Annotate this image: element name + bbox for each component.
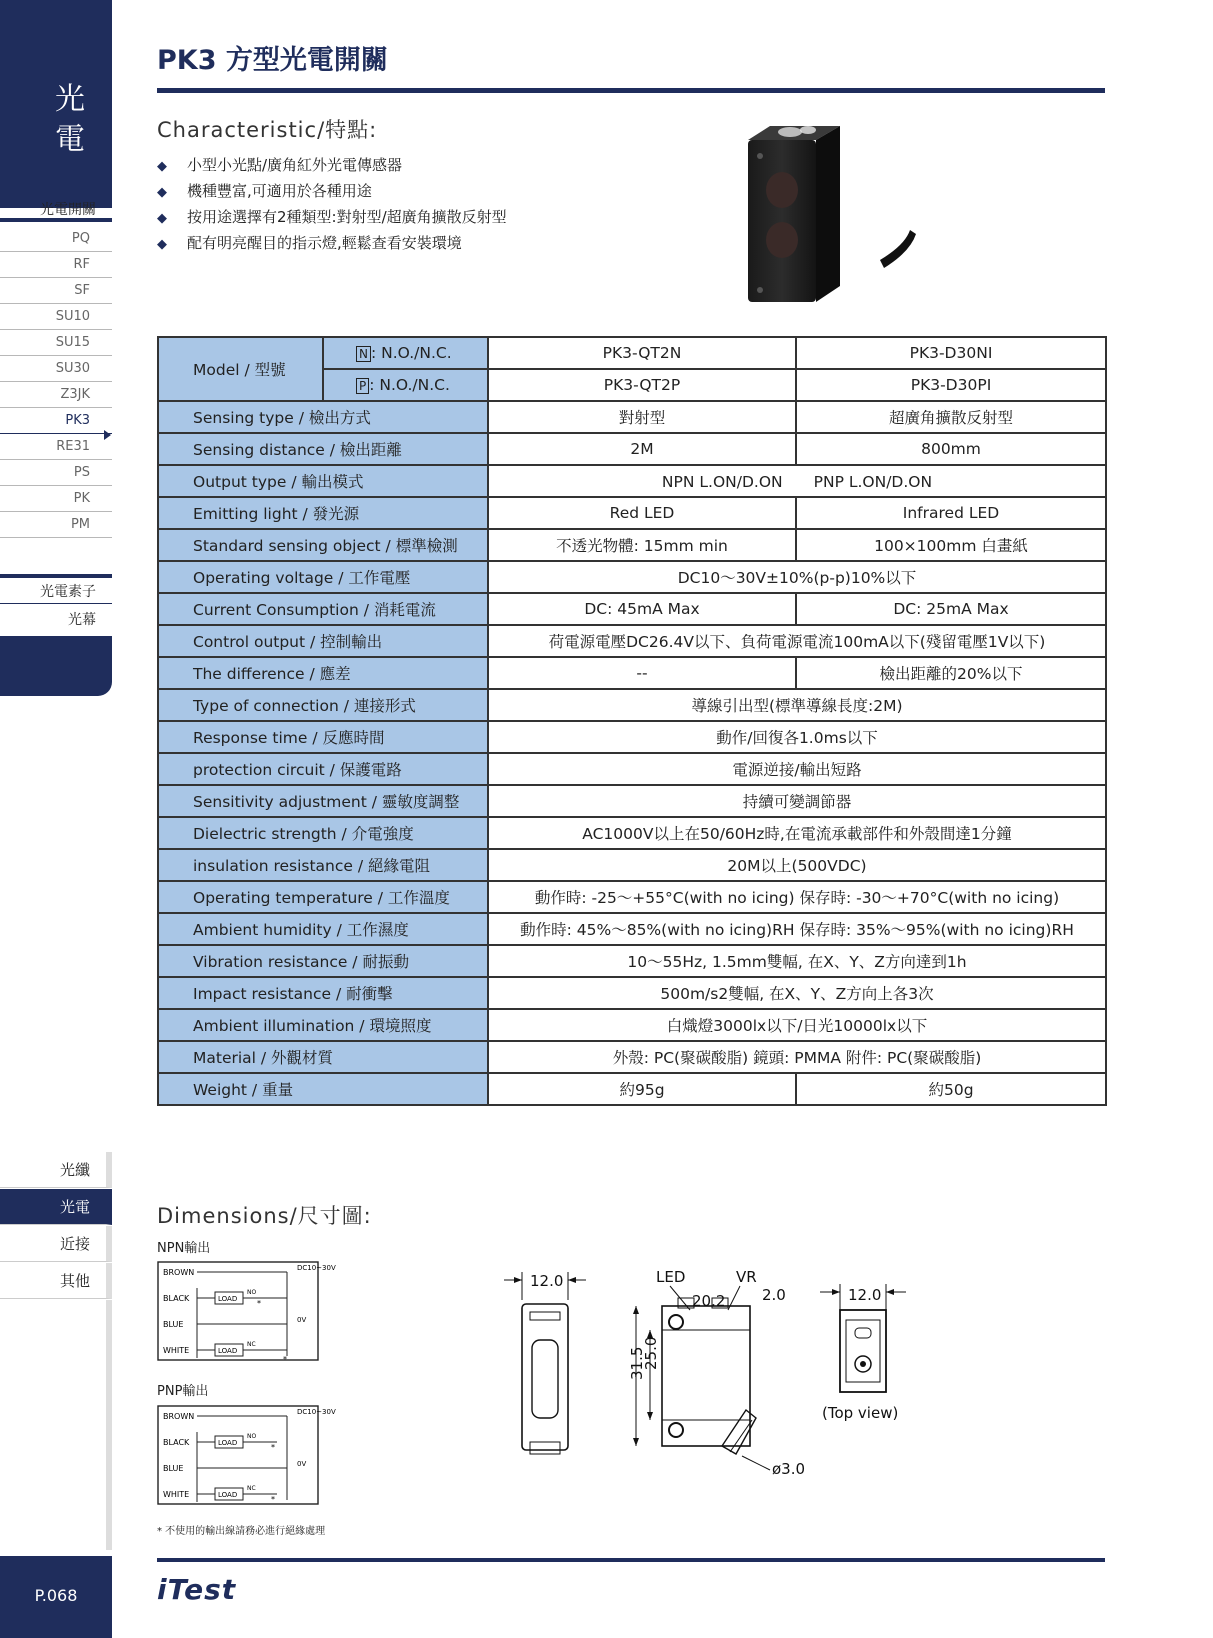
feature-item [157, 178, 507, 204]
table-row [158, 977, 1106, 1009]
feature-item [157, 152, 507, 178]
spec-value: 500m/s2雙幅, 在X、Y、Z方向上各3次 [488, 977, 1106, 1009]
table-row [158, 785, 1106, 817]
spec-label: Emitting light / 發光源 [158, 497, 488, 529]
table-row [158, 913, 1106, 945]
diamond-bullet-icon: ◆ [157, 237, 167, 252]
sidebar-section-light-curtain[interactable]: 光幕 [68, 612, 96, 628]
wire-white-label: WHITE [163, 1490, 190, 1499]
category-char-1: 光 [55, 82, 85, 117]
feature-text: 按用途選擇有2種類型:對射型/超廣角擴散反射型 [187, 208, 507, 226]
spec-label: Vibration resistance / 耐振動 [158, 945, 488, 977]
top-view-label: (Top view) [822, 1404, 899, 1422]
dim-cable-label: ø3.0 [772, 1460, 806, 1478]
dim-led-label: LED [656, 1270, 686, 1286]
table-cell: PK3-D30NI [796, 337, 1106, 369]
model-pnp-label: : N.O./N.C. [369, 376, 450, 394]
sidebar-item-sf[interactable]: SF [0, 278, 112, 304]
wire-white-label: WHITE [163, 1346, 190, 1355]
wire-black-label: BLACK [163, 1438, 190, 1447]
dim-25-0-label: 25.0 [642, 1336, 660, 1370]
table-row [158, 689, 1106, 721]
table-row [158, 849, 1106, 881]
spec-value: 荷電源電壓DC26.4V以下、負荷電源電流100mA以下(殘留電壓1V以下) [488, 625, 1106, 657]
sidebar-item-pq[interactable]: PQ [0, 226, 112, 252]
dimensions-heading: Dimensions/尺寸圖: [157, 1204, 372, 1228]
spec-value: 不透光物體: 15mm min [488, 529, 796, 561]
zero-volt-label: 0V [297, 1460, 307, 1468]
wiring-footnote: * 不使用的輸出線請務必進行絕緣處理 [157, 1526, 326, 1537]
spec-label: Ambient humidity / 工作濕度 [158, 913, 488, 945]
bottom-nav-other[interactable]: 其他 [0, 1263, 112, 1299]
sidebar-item-pk3[interactable]: PK3 [0, 408, 112, 434]
feature-text: 小型小光點/廣角紅外光電傳感器 [187, 156, 403, 174]
spec-label: The difference / 應差 [158, 657, 488, 689]
sidebar-item-pm[interactable]: PM [0, 512, 112, 538]
top-view [820, 1284, 906, 1422]
dim-vr-label: VR [736, 1270, 757, 1286]
spec-label: Dielectric strength / 介電強度 [158, 817, 488, 849]
model-npn-label: : N.O./N.C. [370, 344, 452, 362]
feature-text: 配有明亮醒目的指示燈,輕鬆查看安裝環境 [187, 234, 462, 252]
spec-label: Sensitivity adjustment / 靈敏度調整 [158, 785, 488, 817]
spec-value: 約95g [488, 1073, 796, 1105]
wire-brown-label: BROWN [163, 1268, 195, 1277]
spec-label: Ambient illumination / 環境照度 [158, 1009, 488, 1041]
spec-value: 動作時: 45%～85%(with no icing)RH 保存時: 35%～95%(with no icing)RH [488, 913, 1106, 945]
dim-width-label: 12.0 [530, 1272, 564, 1290]
spec-value: 導線引出型(標準導線長度:2M) [488, 689, 1106, 721]
spec-label: Control output / 控制輸出 [158, 625, 488, 657]
sidebar-item-z3jk[interactable]: Z3JK [0, 382, 112, 408]
bottom-nav-proximity[interactable]: 近接 [0, 1226, 112, 1262]
spec-value: 約50g [796, 1073, 1106, 1105]
diamond-bullet-icon: ◆ [157, 159, 167, 174]
title-rule [157, 88, 1105, 93]
table-row [158, 1073, 1106, 1105]
wire-blue-label: BLUE [163, 1320, 184, 1329]
spec-value: DC: 25mA Max [796, 593, 1106, 625]
wire-black-label: BLACK [163, 1294, 190, 1303]
characteristics-heading: Characteristic/特點: [157, 118, 378, 142]
sidebar-item-ps[interactable]: PS [0, 460, 112, 486]
table-row [158, 817, 1106, 849]
sidebar-item-re31[interactable]: RE31 [0, 434, 112, 460]
dim-top-width-label: 12.0 [848, 1286, 882, 1304]
load-label: LOAD [218, 1491, 238, 1499]
dim-31-5-label: 31.5 [628, 1346, 646, 1380]
nc-label: NC [247, 1485, 256, 1492]
table-row [158, 625, 1106, 657]
star-mark: * [271, 1443, 275, 1452]
spec-value: Red LED [488, 497, 796, 529]
spec-label: Operating voltage / 工作電壓 [158, 561, 488, 593]
footer-rule [157, 1558, 1105, 1562]
sidebar-decor-block [0, 636, 112, 696]
table-row [158, 593, 1106, 625]
spec-value: -- [488, 657, 796, 689]
spec-label: insulation resistance / 絕緣電阻 [158, 849, 488, 881]
sidebar-category-label [50, 80, 90, 160]
product-photo [730, 110, 930, 310]
page-number: P.068 [0, 1556, 112, 1638]
spec-value: 檢出距離的20%以下 [796, 657, 1106, 689]
sidebar-item-su15[interactable]: SU15 [0, 330, 112, 356]
spec-value: 100×100mm 白畫紙 [796, 529, 1106, 561]
front-view [504, 1272, 586, 1454]
model-pnp-label-cell [323, 369, 488, 401]
spec-value: 動作/回復各1.0ms以下 [488, 721, 1106, 753]
no-label: NO [247, 1433, 257, 1440]
star-mark: * [283, 1355, 287, 1362]
spec-label: Response time / 反應時間 [158, 721, 488, 753]
npn-output-label: NPN輸出 [157, 1241, 211, 1256]
spec-value: 外殼: PC(聚碳酸脂) 鏡頭: PMMA 附件: PC(聚碳酸脂) [488, 1041, 1106, 1073]
diamond-bullet-icon: ◆ [157, 211, 167, 226]
feature-list [157, 152, 507, 256]
dim-2-0-label: 2.0 [762, 1286, 786, 1304]
dimension-drawing [500, 1270, 960, 1490]
page-title: PK3 方型光電開關 [157, 45, 388, 76]
model-label: Model / 型號 [158, 337, 323, 401]
table-row [158, 881, 1106, 913]
spec-value: 動作時: -25～+55°C(with no icing) 保存時: -30～+70°C(with no icing) [488, 881, 1106, 913]
no-label: NO [247, 1289, 257, 1296]
spec-value: 白熾燈3000lx以下/日光10000lx以下 [488, 1009, 1106, 1041]
spec-label: protection circuit / 保護電路 [158, 753, 488, 785]
table-row [158, 529, 1106, 561]
table-row [158, 1041, 1106, 1073]
spec-label: Sensing distance / 檢出距離 [158, 433, 488, 465]
sidebar-item-su30[interactable]: SU30 [0, 356, 112, 382]
spec-label: Impact resistance / 耐衝擊 [158, 977, 488, 1009]
table-row [158, 561, 1106, 593]
spec-table [157, 336, 1107, 1106]
sidebar-item-su10[interactable]: SU10 [0, 304, 112, 330]
spec-value: 超廣角擴散反射型 [796, 401, 1106, 433]
table-row [158, 657, 1106, 689]
feature-item [157, 230, 507, 256]
table-row [158, 465, 1106, 497]
table-cell: PK3-D30PI [796, 369, 1106, 401]
table-row [158, 945, 1106, 977]
spec-value: AC1000V以上在50/60Hz時,在電流承載部件和外殼間達1分鐘 [488, 817, 1106, 849]
side-view [628, 1270, 805, 1478]
diamond-bullet-icon: ◆ [157, 185, 167, 200]
dim-20-2-label: 20.2 [692, 1292, 726, 1310]
sidebar-section-photoelectric-switch[interactable]: 光電開關 [0, 198, 112, 222]
sidebar-item-pk[interactable]: PK [0, 486, 112, 512]
load-label: LOAD [218, 1439, 238, 1447]
star-mark: * [257, 1299, 261, 1308]
spec-label: Output type / 輸出模式 [158, 465, 488, 497]
sidebar-category-block [0, 0, 112, 208]
table-row [158, 433, 1106, 465]
table-cell: PK3-QT2N [488, 337, 796, 369]
wire-brown-label: BROWN [163, 1412, 195, 1421]
sidebar-section-photo-element[interactable]: 光電素子 [0, 580, 112, 604]
spec-value: DC: 45mA Max [488, 593, 796, 625]
load-label: LOAD [218, 1295, 238, 1303]
brand-logo: iTest [157, 1573, 237, 1606]
npn-wiring-diagram [157, 1258, 357, 1362]
bottom-nav-photoelectric[interactable]: 光電 [0, 1189, 112, 1225]
spec-value: NPN L.ON/D.ON PNP L.ON/D.ON [488, 465, 1106, 497]
category-char-2: 電 [55, 122, 85, 157]
load-label: LOAD [218, 1347, 238, 1355]
sidebar-divider [0, 574, 112, 578]
spec-label: Operating temperature / 工作溫度 [158, 881, 488, 913]
bottom-nav-fiber[interactable]: 光纖 [0, 1152, 112, 1188]
bottom-nav-rail [106, 1300, 112, 1550]
supply-label: DC10~30V [297, 1408, 336, 1416]
pnp-wiring-diagram [157, 1402, 357, 1506]
spec-value: Infrared LED [796, 497, 1106, 529]
nc-label: NC [247, 1341, 256, 1348]
zero-volt-label: 0V [297, 1316, 307, 1324]
sidebar-item-rf[interactable]: RF [0, 252, 112, 278]
feature-text: 機種豐富,可適用於各種用途 [187, 182, 372, 200]
star-mark: * [271, 1495, 275, 1504]
feature-item [157, 204, 507, 230]
spec-label: Current Consumption / 消耗電流 [158, 593, 488, 625]
spec-value: 對射型 [488, 401, 796, 433]
spec-value: 持續可變調節器 [488, 785, 1106, 817]
table-cell: PK3-QT2P [488, 369, 796, 401]
wire-blue-label: BLUE [163, 1464, 184, 1473]
table-row [158, 497, 1106, 529]
table-row [158, 721, 1106, 753]
supply-label: DC10~30V [297, 1264, 336, 1272]
pnp-badge-icon: P [356, 378, 369, 394]
spec-value: 10～55Hz, 1.5mm雙幅, 在X、Y、Z方向達到1h [488, 945, 1106, 977]
spec-label: Type of connection / 連接形式 [158, 689, 488, 721]
spec-value: 2M [488, 433, 796, 465]
spec-label: Sensing type / 檢出方式 [158, 401, 488, 433]
pnp-output-label: PNP輸出 [157, 1384, 209, 1399]
model-npn-label-cell [323, 337, 488, 369]
spec-value: 20M以上(500VDC) [488, 849, 1106, 881]
spec-value: DC10～30V±10%(p-p)10%以下 [488, 561, 1106, 593]
table-row [158, 1009, 1106, 1041]
table-row [158, 401, 1106, 433]
spec-label: Material / 外觀材質 [158, 1041, 488, 1073]
table-row [158, 337, 1106, 369]
spec-value: 800mm [796, 433, 1106, 465]
table-row [158, 753, 1106, 785]
spec-label: Weight / 重量 [158, 1073, 488, 1105]
spec-label: Standard sensing object / 標準檢測 [158, 529, 488, 561]
spec-value: 電源逆接/輸出短路 [488, 753, 1106, 785]
npn-badge-icon: N [356, 346, 371, 362]
